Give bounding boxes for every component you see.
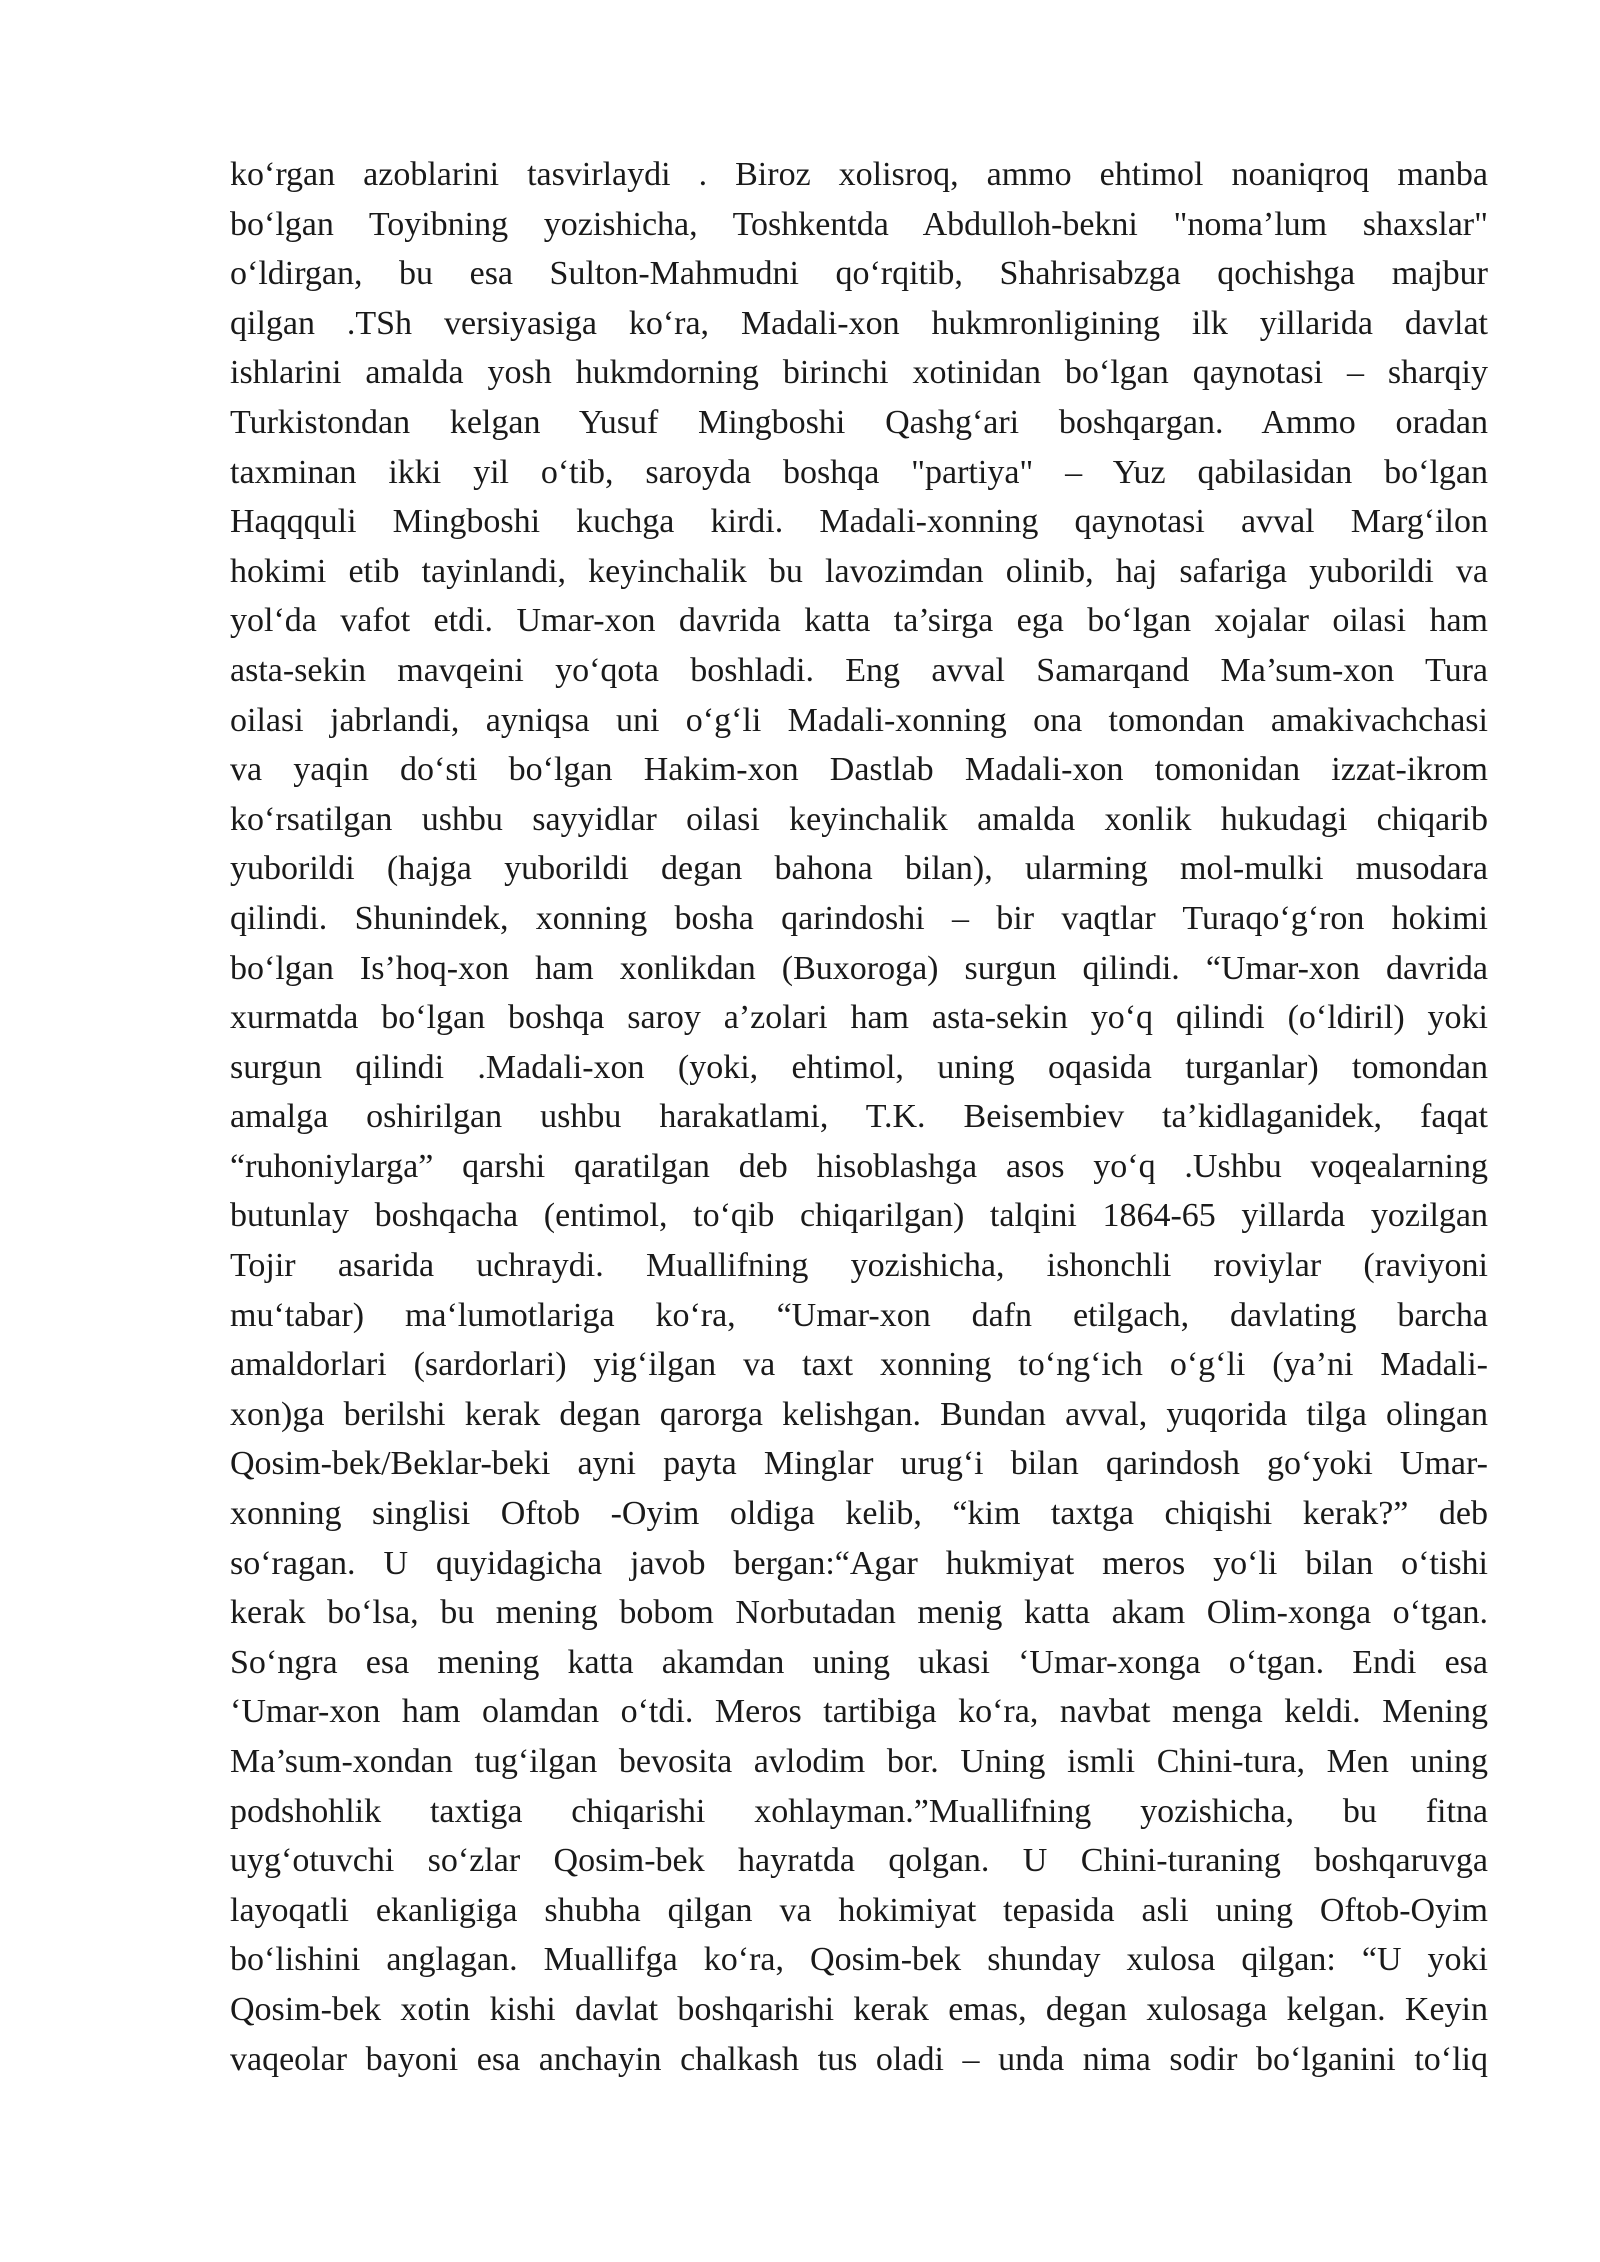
text-line: Haqqquli Mingboshi kuchga kirdi. Madali-xonning qaynotasi avval Marg‘ilon: [230, 503, 1488, 541]
text-line: bo‘lgan Toyibning yozishicha, Toshkentda Abdulloh-bekni "noma’lum shaxslar": [230, 205, 1488, 243]
text-line: yol‘da vafot etdi. Umar-xon davrida katta ta’sirga ega bo‘lgan xojalar oilasi ham: [230, 602, 1488, 640]
text-line: ishlarini amalda yosh hukmdorning birinchi xotinidan bo‘lgan qaynotasi – sharqiy: [230, 354, 1488, 392]
body-text: [230, 150, 1488, 2084]
text-line: taxminan ikki yil o‘tib, saroyda boshqa "partiya" – Yuz qabilasidan bo‘lgan: [230, 453, 1488, 491]
text-line: qilgan .TSh versiyasiga ko‘ra, Madali-xon hukmronligining ilk yillarida davlat: [230, 304, 1488, 342]
text-line: xonning singlisi Oftob -Oyim oldiga kelib, “kim taxtga chiqishi kerak?” deb: [230, 1495, 1488, 1533]
text-line: Qosim-bek/Beklar-beki ayni payta Minglar urug‘i bilan qarindosh go‘yoki Umar-: [230, 1445, 1488, 1483]
text-line: butunlay boshqacha (entimol, to‘qib chiqarilgan) talqini 1864-65 yillarda yozilgan: [230, 1197, 1488, 1235]
text-line: bo‘lgan Is’hoq-xon ham xonlikdan (Buxoroga) surgun qilindi. “Umar-xon davrida: [230, 949, 1488, 987]
text-line: qilindi. Shunindek, xonning bosha qarindoshi – bir vaqtlar Turaqo‘g‘ron hokimi: [230, 899, 1488, 937]
text-line: ko‘rsatilgan ushbu sayyidlar oilasi keyinchalik amalda xonlik hukudagi chiqarib: [230, 800, 1488, 838]
text-line: so‘ragan. U quyidagicha javob bergan:“Agar hukmiyat meros yo‘li bilan o‘tishi: [230, 1544, 1488, 1582]
text-line: o‘ldirgan, bu esa Sulton-Mahmudni qo‘rqitib, Shahrisabzga qochishga majbur: [230, 255, 1488, 293]
text-line: amaldorlari (sardorlari) yig‘ilgan va taxt xonning to‘ng‘ich o‘g‘li (ya’ni Madali-: [230, 1346, 1488, 1384]
text-line: So‘ngra esa mening katta akamdan uning ukasi ‘Umar-xonga o‘tgan. Endi esa: [230, 1643, 1488, 1681]
text-line: mu‘tabar) ma‘lumotlariga ko‘ra, “Umar-xon dafn etilgach, davlating barcha: [230, 1296, 1488, 1334]
text-line: layoqatli ekanligiga shubha qilgan va hokimiyat tepasida asli uning Oftob-Oyim: [230, 1891, 1488, 1929]
text-line: va yaqin do‘sti bo‘lgan Hakim-xon Dastlab Madali-xon tomonidan izzat-ikrom: [230, 751, 1488, 789]
text-line: xurmatda bo‘lgan boshqa saroy a’zolari ham asta-sekin yo‘q qilindi (o‘ldiril) yoki: [230, 999, 1488, 1037]
text-line: bo‘lishini anglagan. Muallifga ko‘ra, Qosim-bek shunday xulosa qilgan: “U yoki: [230, 1941, 1488, 1979]
text-line: uyg‘otuvchi so‘zlar Qosim-bek hayratda qolgan. U Chini-turaning boshqaruvga: [230, 1842, 1488, 1880]
text-line: podshohlik taxtiga chiqarishi xohlayman.”Muallifning yozishicha, bu fitna: [230, 1792, 1488, 1830]
text-line: kerak bo‘lsa, bu mening bobom Norbutadan menig katta akam Olim-xonga o‘tgan.: [230, 1594, 1488, 1632]
text-line: ko‘rgan azoblarini tasvirlaydi . Biroz xolisroq, ammo ehtimol noaniqroq manba: [230, 156, 1488, 193]
text-line: Turkistondan kelgan Yusuf Mingboshi Qashg‘ari boshqargan. Ammo oradan: [230, 403, 1488, 441]
text-line: vaqeolar bayoni esa anchayin chalkash tus oladi – unda nima sodir bo‘lganini to‘liq: [230, 2040, 1488, 2078]
text-line: hokimi etib tayinlandi, keyinchalik bu lavozimdan olinib, haj safariga yuborildi va: [230, 552, 1488, 590]
text-line: Qosim-bek xotin kishi davlat boshqarishi kerak emas, degan xulosaga kelgan. Keyin: [230, 1990, 1488, 2028]
text-line: “ruhoniylarga” qarshi qaratilgan deb hisoblashga asos yo‘q .Ushbu voqealarning: [230, 1147, 1488, 1185]
text-line: oilasi jabrlandi, ayniqsa uni o‘g‘li Madali-xonning ona tomondan amakivachchasi: [230, 701, 1488, 739]
text-line: xon)ga berilshi kerak degan qarorga kelishgan. Bundan avval, yuqorida tilga olingan: [230, 1395, 1488, 1433]
text-line: Ma’sum-xondan tug‘ilgan bevosita avlodim bor. Uning ismli Chini-tura, Men uning: [230, 1743, 1488, 1780]
text-line: surgun qilindi .Madali-xon (yoki, ehtimol, uning oqasida turganlar) tomondan: [230, 1048, 1488, 1086]
text-line: Tojir asarida uchraydi. Muallifning yozishicha, ishonchli roviylar (raviyoni: [230, 1247, 1488, 1285]
text-line: ‘Umar-xon ham olamdan o‘tdi. Meros tartibiga ko‘ra, navbat menga keldi. Mening: [230, 1693, 1488, 1731]
text-line: amalga oshirilgan ushbu harakatlami, T.K. Beisembiev ta’kidlaganidek, faqat: [230, 1098, 1488, 1136]
text-line: asta-sekin mavqeini yo‘qota boshladi. Eng avval Samarqand Ma’sum-xon Tura: [230, 651, 1488, 689]
text-line: yuborildi (hajga yuborildi degan bahona bilan), ularming mol-mulki musodara: [230, 850, 1488, 888]
